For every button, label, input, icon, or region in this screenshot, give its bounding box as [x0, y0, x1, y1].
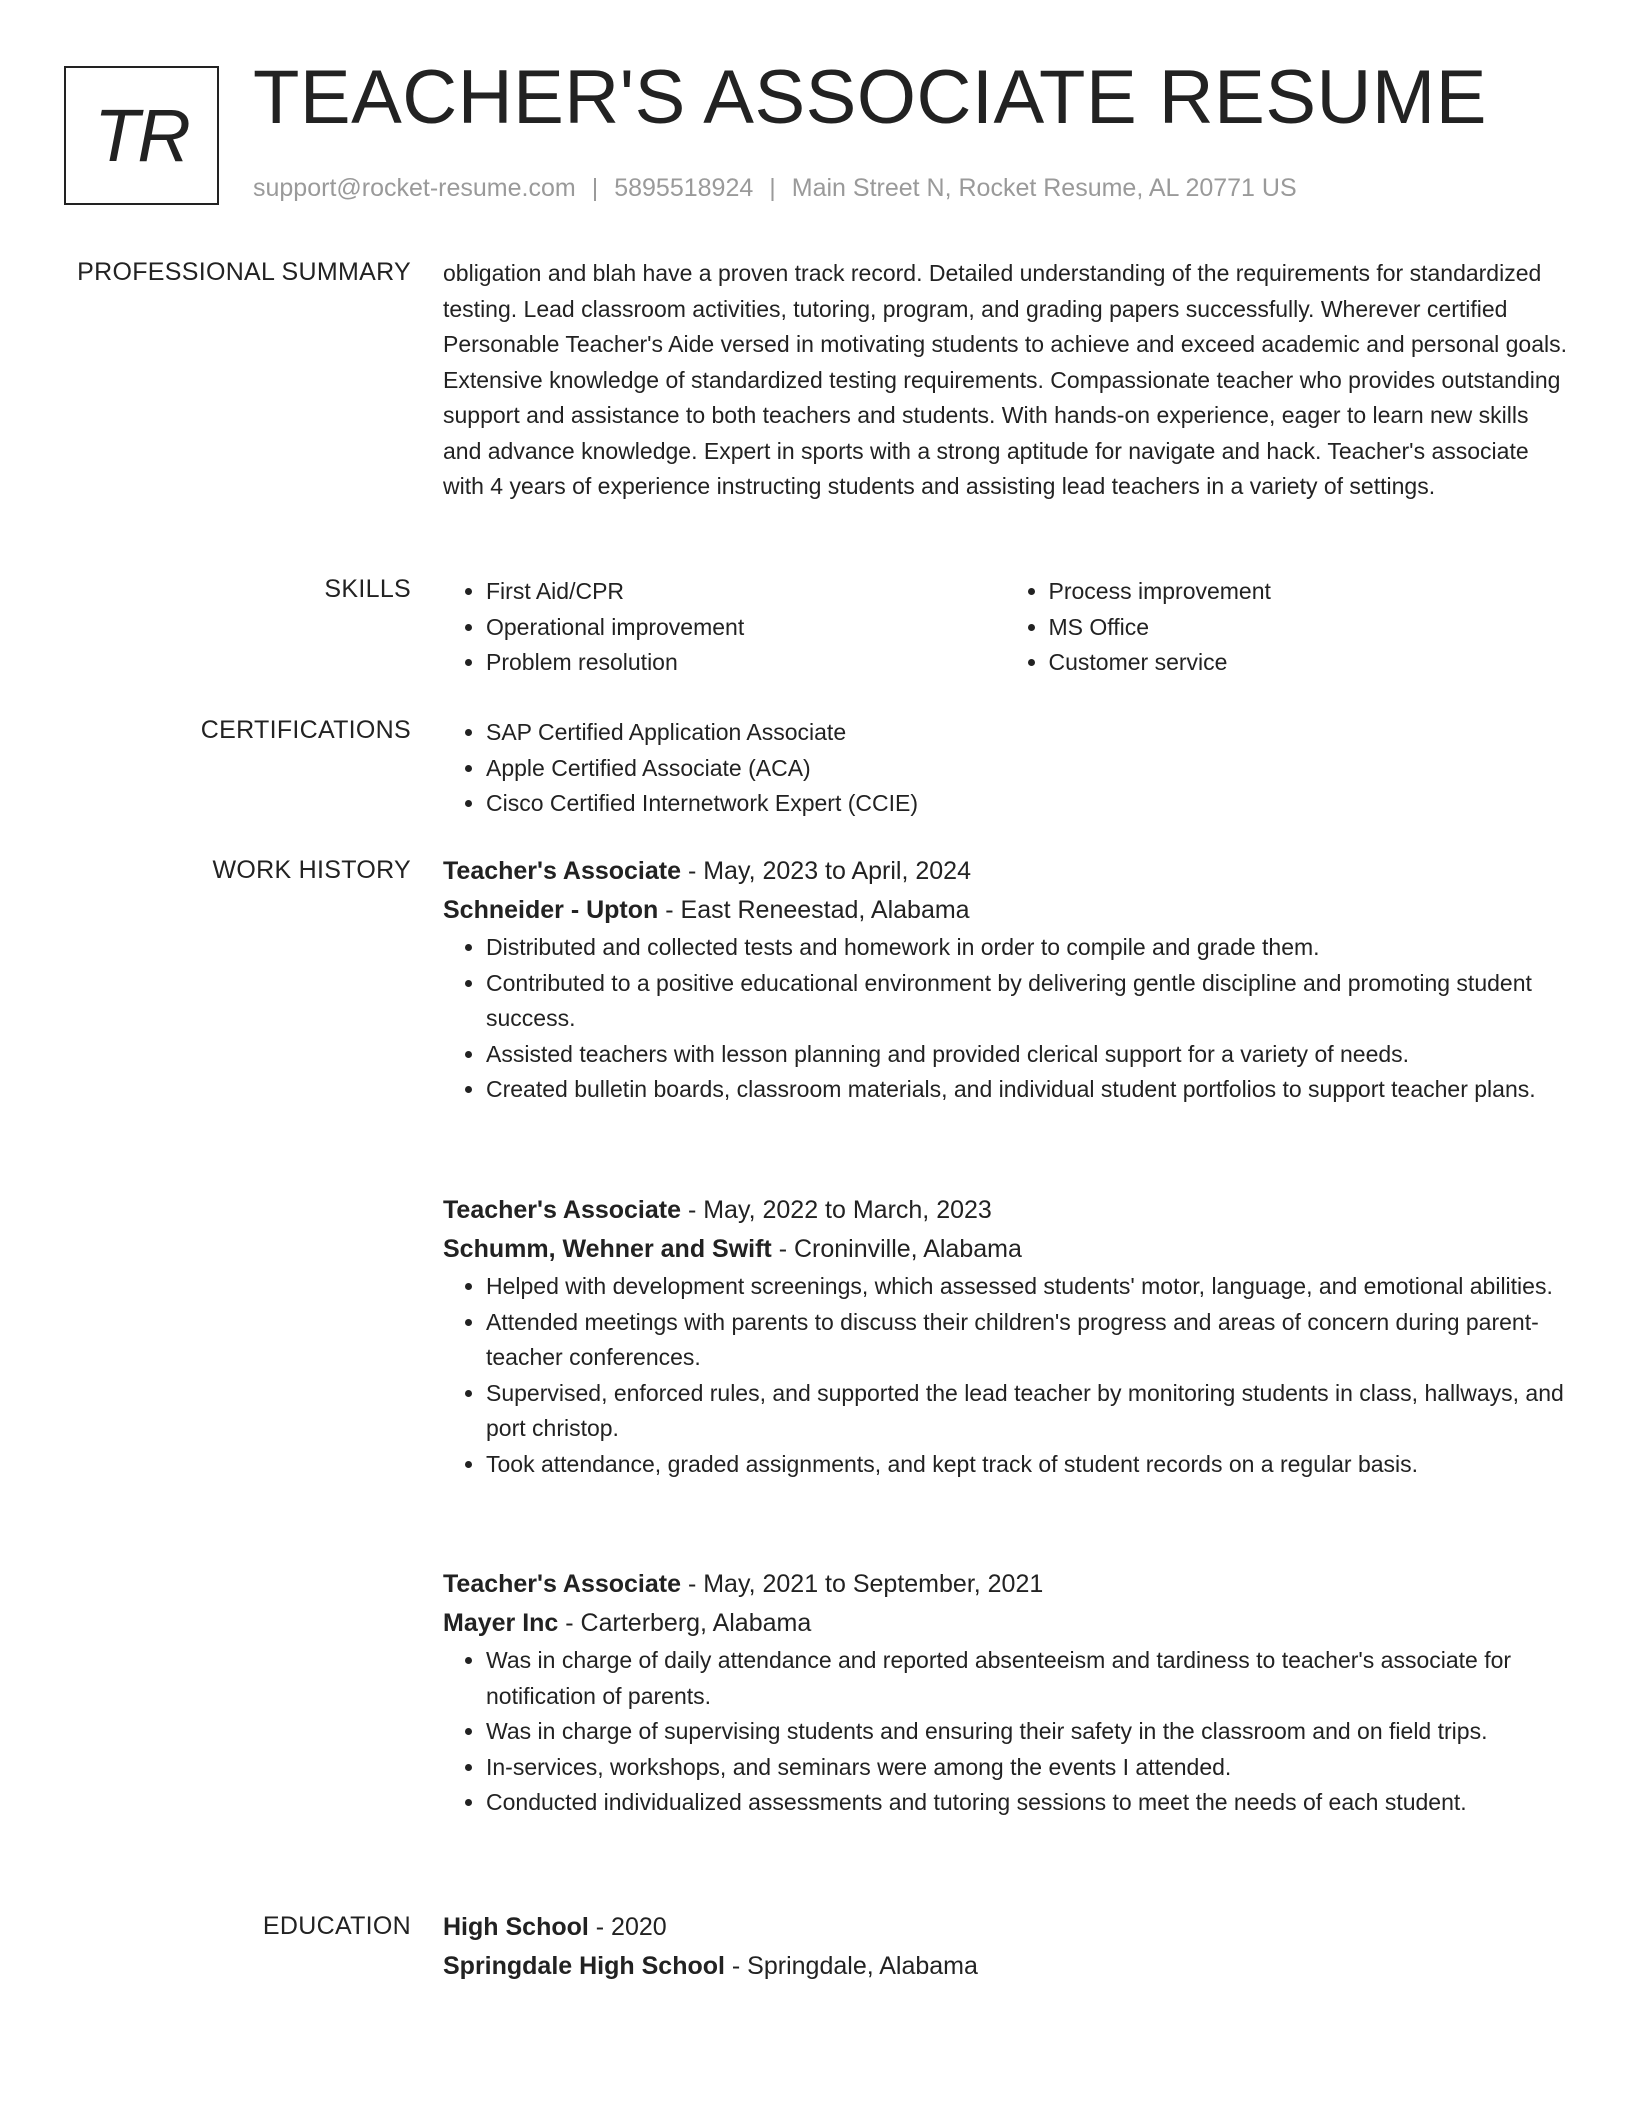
job-title: Teacher's Associate	[443, 857, 682, 885]
job-bullet: • Supervised, enforced rules, and supported the lead teacher by monitoring students in class, hallways, and port christop.	[486, 1376, 1568, 1447]
skills-list	[443, 574, 1568, 681]
job-title-line	[443, 1191, 1568, 1230]
job-bullet: • Attended meetings with parents to discuss their children's progress and areas of concern during parent-teacher conferences.	[486, 1305, 1568, 1376]
skill-item: • Problem resolution	[486, 645, 1006, 681]
section-label-education: EDUCATION	[262, 1912, 411, 1940]
job-dates: - May, 2022 to March, 2023	[681, 1196, 992, 1224]
skill-item: • MS Office	[1049, 610, 1569, 646]
job-entry	[443, 1565, 1568, 1821]
job-bullet: • Was in charge of supervising students and ensuring their safety in the classroom and on field trips.	[486, 1714, 1568, 1750]
section-label-certifications: CERTIFICATIONS	[200, 716, 411, 744]
job-company: Schneider - Upton	[443, 896, 659, 924]
contact-separator: |	[591, 174, 599, 202]
job-company: Schumm, Wehner and Swift	[443, 1235, 772, 1263]
page-title: TEACHER'S ASSOCIATE RESUME	[253, 55, 1487, 140]
section-label-summary: PROFESSIONAL SUMMARY	[77, 258, 411, 286]
job-bullet: • Distributed and collected tests and homework in order to compile and grade them.	[486, 930, 1568, 966]
job-title: Teacher's Associate	[443, 1570, 682, 1598]
job-company-line	[443, 1604, 1568, 1643]
job-bullet: • Created bulletin boards, classroom materials, and individual student portfolios to support teacher plans.	[486, 1072, 1568, 1108]
job-dates: - May, 2023 to April, 2024	[681, 857, 971, 885]
job-location: - East Reneestad, Alabama	[658, 896, 970, 924]
certification-item: • SAP Certified Application Associate	[486, 715, 1568, 751]
certifications-list	[443, 715, 1568, 822]
education-year: - 2020	[588, 1913, 667, 1941]
monogram-logo: TR	[64, 66, 219, 205]
summary-text: obligation and blah have a proven track record. Detailed understanding of the requirements for standardized testing. Lead classroom activities, tutoring, program, and grading papers successfully. Wherever certified Personable Teacher's Aide versed in motivating students to achieve and exceed academic and personal goals. Extensive knowledge of standardized testing requirements. Compassionate teacher who provides outstanding support and assistance to both teachers and students. With hands-on experience, eager to learn new skills and advance knowledge. Expert in sports with a strong aptitude for navigate and hack. Teacher's associate with 4 years of experience instructing students and assisting lead teachers in a variety of settings.	[443, 260, 1568, 499]
education-school-line	[443, 1947, 1568, 1986]
skills-column-right	[1006, 574, 1569, 681]
job-dates: - May, 2021 to September, 2021	[681, 1570, 1044, 1598]
job-bullet: • Was in charge of daily attendance and reported absenteeism and tardiness to teacher's associate for notification of parents.	[486, 1643, 1568, 1714]
job-location: - Croninville, Alabama	[771, 1235, 1022, 1263]
education-degree-line	[443, 1908, 1568, 1947]
education-school: Springdale High School	[443, 1952, 725, 1980]
job-entry	[443, 852, 1568, 1108]
job-company-line	[443, 891, 1568, 930]
section-label-work-history: WORK HISTORY	[212, 856, 411, 884]
job-bullet: • Contributed to a positive educational environment by delivering gentle discipline and promoting student success.	[486, 966, 1568, 1037]
contact-phone[interactable]: 5895518924	[614, 174, 754, 202]
job-bullet: • In-services, workshops, and seminars were among the events I attended.	[486, 1750, 1568, 1786]
education-location: - Springdale, Alabama	[724, 1952, 978, 1980]
job-bullet: • Conducted individualized assessments and tutoring sessions to meet the needs of each student.	[486, 1785, 1568, 1821]
job-bullets	[443, 1269, 1568, 1482]
job-bullets	[443, 930, 1568, 1108]
job-company: Mayer Inc	[443, 1609, 559, 1637]
certification-item: • Cisco Certified Internetwork Expert (CCIE)	[486, 786, 1568, 822]
job-bullets	[443, 1643, 1568, 1821]
section-label-skills: SKILLS	[324, 575, 411, 603]
job-bullet: • Took attendance, graded assignments, and kept track of student records on a regular basis.	[486, 1447, 1568, 1483]
education-degree: High School	[443, 1913, 589, 1941]
job-bullet: • Helped with development screenings, which assessed students' motor, language, and emotional abilities.	[486, 1269, 1568, 1305]
contact-address: Main Street N, Rocket Resume, AL 20771 US	[791, 174, 1297, 202]
education-entry	[443, 1908, 1568, 1986]
job-entry	[443, 1191, 1568, 1482]
job-location: - Carterberg, Alabama	[558, 1609, 812, 1637]
job-title-line	[443, 1565, 1568, 1604]
contact-separator: |	[769, 174, 776, 202]
skill-item: • Customer service	[1049, 645, 1569, 681]
certification-item: • Apple Certified Associate (ACA)	[486, 751, 1568, 787]
skills-column-left	[443, 574, 1006, 681]
contact-line	[253, 174, 1297, 203]
job-title-line	[443, 852, 1568, 891]
job-company-line	[443, 1230, 1568, 1269]
skill-item: • First Aid/CPR	[486, 574, 1006, 610]
job-bullet: • Assisted teachers with lesson planning and provided clerical support for a variety of needs.	[486, 1037, 1568, 1073]
skill-item: • Process improvement	[1049, 574, 1569, 610]
contact-email[interactable]: support@rocket-resume.com	[253, 174, 576, 202]
job-title: Teacher's Associate	[443, 1196, 682, 1224]
skill-item: • Operational improvement	[486, 610, 1006, 646]
